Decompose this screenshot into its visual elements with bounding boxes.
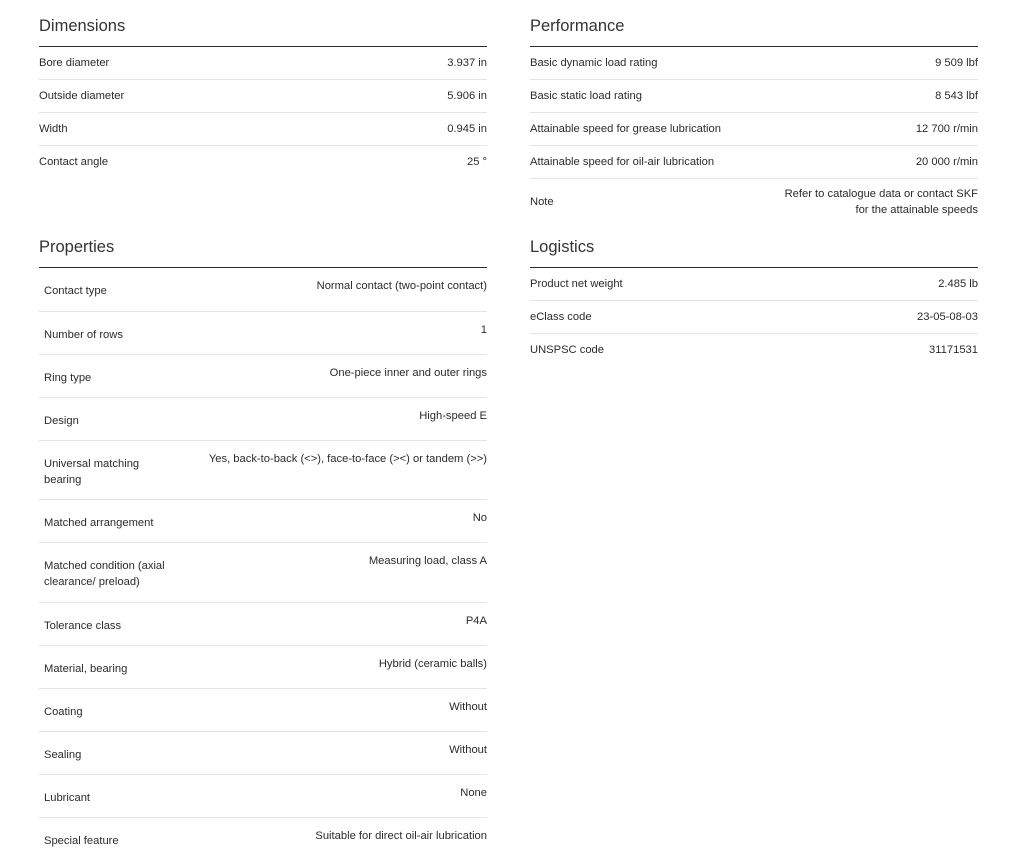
spec-value: 8 543 lbf [753,80,978,113]
spec-label: Bore diameter [39,47,344,80]
table-row [39,440,487,499]
spec-value: 2.485 lb [800,268,978,301]
spec-label: Number of rows [39,311,199,354]
label-line-1: Universal matching [44,457,140,470]
spec-label: Attainable speed for grease lubrication [530,113,753,146]
spec-label: UNSPSC code [530,344,604,356]
table-row [39,602,487,645]
spec-label: Contact type [39,268,199,311]
performance-heading: Performance [530,0,978,47]
table-row [39,47,487,80]
spec-value: 3.937 in [344,47,487,80]
spec-value: 23-05-08-03 [800,301,978,334]
label-line-1: Matched condition (axial [44,559,165,572]
spec-label: eClass code [530,301,800,334]
table-row [530,268,978,301]
spec-label: Matched arrangement [39,499,199,542]
label-line-2: bearing [44,473,82,486]
spec-value: None [199,774,487,817]
table-row [530,47,978,80]
table-row [39,397,487,440]
spec-value: Without [199,688,487,731]
table-row [530,146,978,179]
spec-value: 25 ° [466,156,487,168]
spec-value: 5.906 in [344,80,487,113]
logistics-heading: Logistics [530,221,978,268]
dimensions-heading: Dimensions [39,0,487,47]
dimensions-section [39,0,487,178]
properties-section [39,221,487,860]
spec-label: Special feature [44,834,119,847]
spec-value: 12 700 r/min [753,113,978,146]
table-row [39,542,487,602]
spec-value: Yes, back-to-back (<>), face-to-face (><) or tandem (>>) [199,440,487,499]
table-row [530,334,978,367]
performance-section [530,0,978,225]
note-line-2: for the attainable speeds [855,204,978,216]
spec-label: Attainable speed for oil-air lubrication [530,146,753,179]
spec-label [39,440,199,499]
spec-label: Note [530,196,554,208]
logistics-table [530,268,978,366]
spec-label: Product net weight [530,268,800,301]
spec-label: Design [39,397,199,440]
properties-heading: Properties [39,221,487,268]
spec-value: Suitable for direct oil-air lubrication [315,829,487,842]
spec-value: Normal contact (two-point contact) [199,268,487,311]
spec-value: 0.945 in [344,113,487,146]
table-row [39,354,487,397]
spec-label: Contact angle [39,156,109,168]
spec-label: Material, bearing [39,645,199,688]
table-row [39,817,487,860]
spec-value: Measuring load, class A [199,542,487,602]
performance-table [530,47,978,225]
spec-value: Without [199,731,487,774]
table-row [39,731,487,774]
spec-value: No [199,499,487,542]
spec-value: One-piece inner and outer rings [199,354,487,397]
spec-value: 1 [199,311,487,354]
table-row [39,645,487,688]
spec-label: Sealing [39,731,199,774]
table-row [39,268,487,311]
spec-label: Coating [39,688,199,731]
spec-value: 31171531 [929,344,978,356]
spec-label: Basic dynamic load rating [530,47,753,80]
spec-label: Tolerance class [39,602,199,645]
spec-label: Lubricant [39,774,199,817]
spec-label: Basic static load rating [530,80,753,113]
properties-table [39,268,487,860]
spec-label: Ring type [39,354,199,397]
spec-value [753,179,978,226]
table-row [39,499,487,542]
table-row [39,113,487,146]
table-row [530,113,978,146]
spec-label [39,542,199,602]
spec-label: Width [39,113,344,146]
logistics-section [530,221,978,366]
table-row [530,179,978,226]
table-row [530,301,978,334]
table-row [39,80,487,113]
spec-value: 9 509 lbf [753,47,978,80]
spec-label: Outside diameter [39,80,344,113]
table-row [530,80,978,113]
table-row [39,688,487,731]
table-row [39,311,487,354]
spec-value: P4A [199,602,487,645]
spec-value: 20 000 r/min [753,146,978,179]
spec-value: High-speed E [199,397,487,440]
note-line-1: Refer to catalogue data or contact SKF [784,188,978,200]
spec-value: Hybrid (ceramic balls) [199,645,487,688]
table-row [39,146,487,179]
dimensions-table [39,47,487,178]
label-line-2: clearance/ preload) [44,575,140,588]
table-row [39,774,487,817]
